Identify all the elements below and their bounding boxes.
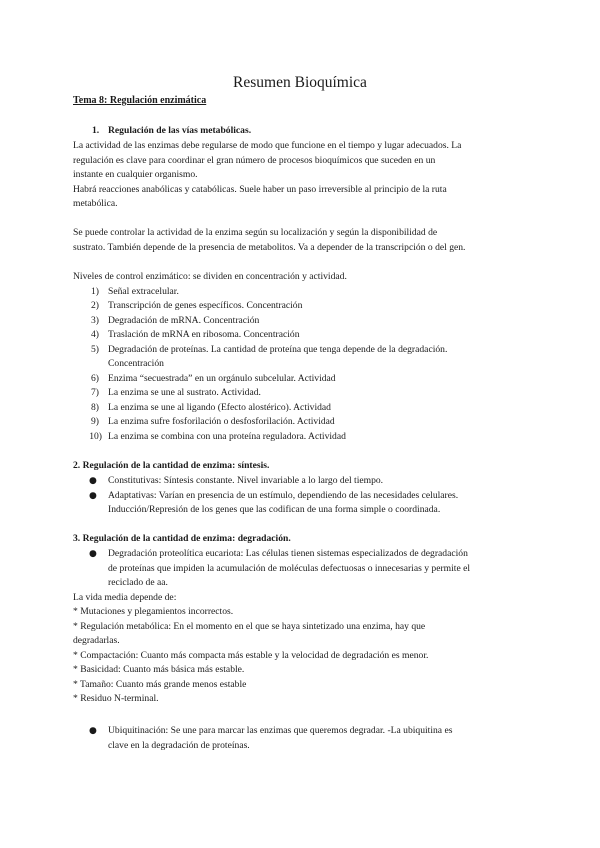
- list-number: 9): [91, 416, 99, 427]
- paragraph-line: Habrá reacciones anabólicas y catabólicas. Suele haber un paso irreversible al principio de la ruta: [73, 184, 447, 195]
- half-life-intro: La vida media depende de:: [73, 592, 177, 603]
- list-number: 3): [91, 315, 99, 326]
- list-item: La enzima sufre fosforilación o desfosforilación. Actividad: [108, 416, 335, 427]
- bullet-line: reciclado de aa.: [108, 577, 168, 588]
- bullet-line: Ubiquitinación: Se une para marcar las enzimas que queremos degradar. -La ubiquitina es: [108, 725, 453, 736]
- list-item: Degradación de proteínas. La cantidad de proteína que tenga depende de la degradación.: [108, 344, 448, 355]
- topic-heading: Tema 8: Regulación enzimática: [73, 95, 207, 106]
- bullet-icon: ●: [89, 549, 97, 559]
- section1-heading: Regulación de las vías metabólicas.: [108, 125, 252, 136]
- levels-intro: Niveles de control enzimático: se dividen en concentración y actividad.: [73, 271, 347, 282]
- paragraph-line: instante en cualquier organismo.: [73, 169, 198, 180]
- section1-number: 1.: [92, 125, 100, 136]
- list-item-continuation: Concentración: [108, 358, 164, 369]
- paragraph-line: Se puede controlar la actividad de la enzima según su localización y según la disponibilidad de: [73, 227, 438, 238]
- list-number: 6): [91, 373, 99, 384]
- list-number: 5): [91, 344, 99, 355]
- section2-heading: 2. Regulación de la cantidad de enzima: síntesis.: [73, 460, 270, 471]
- bullet-icon: ●: [89, 476, 97, 486]
- list-item: Enzima “secuestrada” en un orgánulo subcelular. Actividad: [108, 373, 336, 384]
- factor-line: * Mutaciones y plegamientos incorrectos.: [73, 606, 234, 617]
- bullet-line: clave en la degradación de proteínas.: [108, 740, 250, 751]
- paragraph-line: metabólica.: [73, 198, 118, 209]
- factor-line: * Regulación metabólica: En el momento en el que se haya sintetizado una enzima, hay que: [73, 621, 426, 632]
- factor-line: * Tamaño: Cuanto más grande menos estable: [73, 679, 247, 690]
- bullet-icon: ●: [89, 726, 97, 736]
- bullet-line: Inducción/Represión de los genes que las codifican de una forma simple o coordinada.: [108, 504, 441, 515]
- list-item: Traslación de mRNA en ribosoma. Concentración: [108, 329, 300, 340]
- list-item: Señal extracelular.: [108, 286, 179, 297]
- list-item: Transcripción de genes específicos. Concentración: [108, 300, 303, 311]
- list-item: Degradación de mRNA. Concentración: [108, 315, 260, 326]
- factor-line: * Basicidad: Cuanto más básica más estable.: [73, 664, 245, 675]
- factor-line: * Residuo N-terminal.: [73, 693, 159, 704]
- bullet-line: de proteínas que impiden la acumulación de moléculas defectuosas o innecesarias y permite el: [108, 563, 471, 574]
- paragraph-line: regulación es clave para coordinar el gran número de procesos bioquímicos que suceden en un: [73, 155, 436, 166]
- bullet-icon: ●: [89, 491, 97, 501]
- list-number: 2): [91, 300, 99, 311]
- list-number: 10): [89, 431, 102, 442]
- list-number: 4): [91, 329, 99, 340]
- bullet-line: Constitutivas: Síntesis constante. Nivel invariable a lo largo del tiempo.: [108, 475, 384, 486]
- factor-line: degradarlas.: [73, 635, 120, 646]
- list-number: 1): [91, 286, 99, 297]
- bullet-line: Degradación proteolítica eucariota: Las células tienen sistemas especializados de degradación: [108, 548, 468, 559]
- page-title: Resumen Bioquímica: [233, 74, 367, 91]
- paragraph-line: sustrato. También depende de la presencia de metabolitos. Va a depender de la transcripción o del gen.: [73, 242, 466, 253]
- section3-heading: 3. Regulación de la cantidad de enzima: degradación.: [73, 533, 291, 544]
- list-item: La enzima se combina con una proteína reguladora. Actividad: [108, 431, 346, 442]
- list-number: 7): [91, 387, 99, 398]
- list-number: 8): [91, 402, 99, 413]
- list-item: La enzima se une al ligando (Efecto alostérico). Actividad: [108, 402, 331, 413]
- factor-line: * Compactación: Cuanto más compacta más estable y la velocidad de degradación es menor.: [73, 650, 429, 661]
- bullet-line: Adaptativas: Varían en presencia de un estímulo, dependiendo de las necesidades celulares.: [108, 490, 459, 501]
- paragraph-line: La actividad de las enzimas debe regularse de modo que funcione en el tiempo y lugar adecuados. La: [73, 140, 462, 151]
- list-item: La enzima se une al sustrato. Actividad.: [108, 387, 261, 398]
